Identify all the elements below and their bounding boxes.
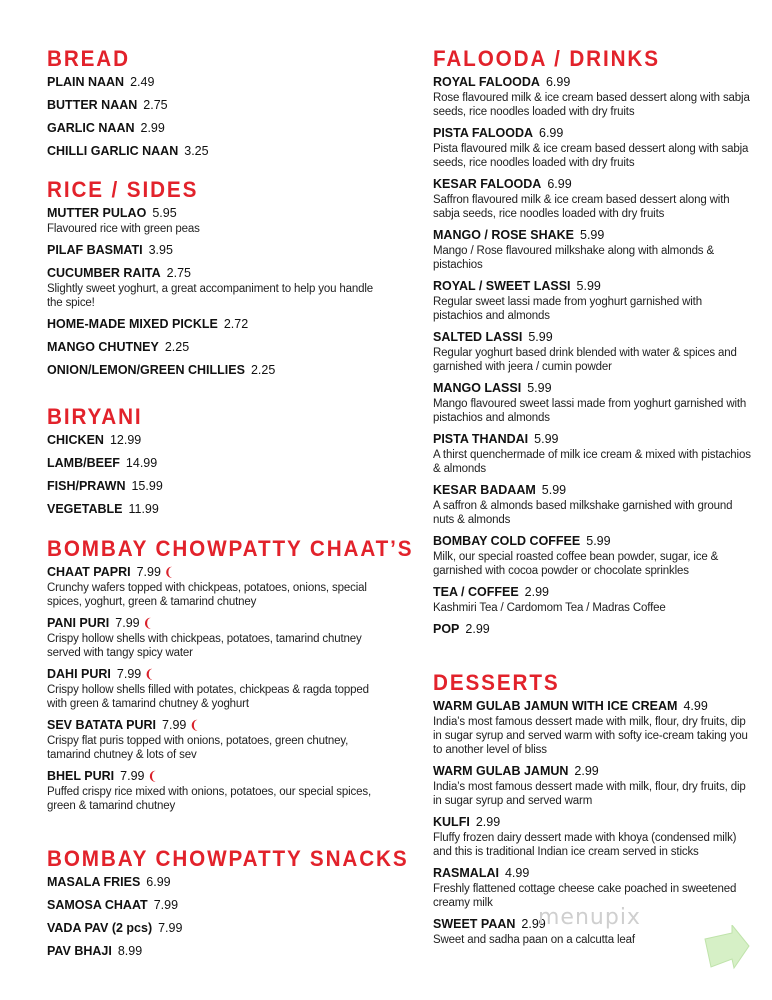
item-price: 6.99 [146,875,171,889]
item-price: 11.99 [128,502,159,516]
item-price: 2.25 [164,340,190,354]
section-title: FALOODA / DRINKS [433,46,660,71]
menu-item [433,329,753,374]
menu-item [47,339,387,356]
item-description: A saffron & almonds based milkshake garnished with ground nuts & almonds [433,500,733,526]
item-name: DAHI PURI [47,667,111,681]
section-rice-sides [47,178,387,385]
menu-item [47,666,387,711]
item-description: Crispy hollow shells filled with potates, chickpeas & ragda topped with green & tamarind chutney & yoghurt [47,684,369,710]
item-price: 2.49 [130,75,155,89]
menu-item [433,814,753,859]
menupix-watermark: menupix [538,905,641,930]
item-description: Kashmiri Tea / Cardomom Tea / Madras Coffee [433,602,666,614]
item-name: CHICKEN [47,433,104,447]
item-price: 5.95 [152,206,177,220]
item-description: Slightly sweet yoghurt, a great accompaniment to help you handle the spice! [47,283,374,309]
section-title: BOMBAY CHOWPATTY SNACKS [47,846,409,871]
item-price: 6.99 [545,75,571,89]
section-title: BIRYANI [47,404,143,429]
menu-item [433,584,753,615]
item-price: 5.99 [534,432,559,446]
item-description: Crunchy wafers topped with chickpeas, potatoes, onions, special spices, yoghurt, green & tamarind chutney [47,582,367,608]
item-price: 4.99 [504,866,530,880]
menu-item [433,227,753,272]
item-description: Freshly flattened cottage cheese cake poached in sweetened creamy milk [433,883,737,909]
item-name: MUTTER PULAO [47,206,147,220]
menu-item [47,615,387,660]
item-name: PILAF BASMATI [47,243,143,257]
chili-pepper-icon: ❨ [142,616,153,630]
item-name: PLAIN NAAN [47,75,125,89]
item-name: ROYAL / SWEET LASSI [433,279,571,293]
item-description: Flavoured rice with green peas [47,223,200,235]
menu-item [47,143,387,160]
item-name: SAMOSA CHAAT [47,898,148,912]
item-price: 6.99 [547,177,572,191]
item-name: HOME-MADE MIXED PICKLE [47,317,218,331]
menu-item [433,125,753,170]
menu-item [433,621,753,638]
item-description: A thirst quenchermade of milk ice cream & mixed with pistachios & almonds [433,449,751,475]
item-description: India’s most famous dessert made with milk, flour, dry fruits, dip in sugar syrup and served warm [433,781,746,807]
item-name: SEV BATATA PURI [47,718,157,732]
menu-item [433,278,753,323]
item-name: MANGO / ROSE SHAKE [433,228,574,242]
item-price: 7.99 [136,565,161,579]
item-name: PISTA THANDAI [433,432,529,446]
item-price: 2.99 [475,815,501,829]
item-price: 4.99 [683,699,708,713]
item-name: LAMB/BEEF [47,456,120,470]
item-name: RASMALAI [433,866,499,880]
menu-item [47,564,387,609]
item-price: 2.99 [574,764,599,778]
item-description: Pista flavoured milk & ice cream based dessert along with sabja seeds, rice noodles loaded with dry fruits [433,143,749,169]
item-description: Puffed crispy rice mixed with onions, potatoes, our special spices, green & tamarind chutney [47,786,372,812]
item-description: Saffron flavoured milk & ice cream based dessert along with sabja seeds, rice noodles loaded with dry fruits [433,194,730,220]
item-description: Sweet and sadha paan on a calcutta leaf [433,934,635,946]
menu-item [47,97,387,114]
item-price: 2.75 [143,98,168,112]
chili-pepper-icon: ❨ [163,565,174,579]
menu-item [47,362,387,379]
menu-item [433,865,753,910]
item-name: GARLIC NAAN [47,121,135,135]
menupix-logo-icon [702,925,752,970]
item-name: PANI PURI [47,616,110,630]
section-falooda-drinks [433,47,753,644]
item-price: 2.99 [524,585,549,599]
item-description: Crispy hollow shells with chickpeas, potatoes, tamarind chutney served with tangy spicy water [47,633,362,659]
menu-item [47,455,387,472]
menu-item [47,120,387,137]
menu-item [47,717,387,762]
item-price: 5.99 [576,279,601,293]
menu-item [47,242,387,259]
item-description: Rose flavoured milk & ice cream based dessert along with sabja seeds, rice noodles loaded with dry fruits [433,92,750,118]
section-title: DESSERTS [433,670,560,695]
item-name: BHEL PURI [47,769,115,783]
item-price: 2.99 [140,121,165,135]
section-bread [47,47,387,166]
menu-item [433,698,753,757]
item-description: Fluffy frozen dairy dessert made with khoya (condensed milk) and this is traditional Indian ice cream served in sticks [433,832,737,858]
item-price: 5.99 [541,483,567,497]
menu-item [47,265,387,310]
item-name: SWEET PAAN [433,917,516,931]
item-name: KULFI [433,815,470,829]
menu-item [433,176,753,221]
item-name: BOMBAY COLD COFFEE [433,534,581,548]
item-name: ROYAL FALOODA [433,75,540,89]
menu-item [47,478,387,495]
item-price: 2.99 [465,622,490,636]
item-price: 7.99 [162,718,187,732]
item-name: CHILLI GARLIC NAAN [47,144,179,158]
item-name: FISH/PRAWN [47,479,126,493]
section-biryani [47,405,387,524]
menu-item [433,431,753,476]
item-price: 7.99 [116,667,142,681]
menu-item [47,501,387,518]
item-description: Mango flavoured sweet lassi made from yoghurt garnished with pistachios and almonds [433,398,747,424]
item-description: Milk, our special roasted coffee bean powder, sugar, ice & garnished with cocoa powder or chocolate sprinkles [433,551,719,577]
section-title: RICE / SIDES [47,177,199,202]
item-name: CHAAT PAPRI [47,565,131,579]
chili-pepper-icon: ❨ [189,718,200,732]
menu-item [47,943,387,960]
menu-item [433,763,753,808]
item-description: Regular sweet lassi made from yoghurt garnished with pistachios and almonds [433,296,702,322]
item-price: 15.99 [131,479,163,493]
item-price: 7.99 [120,769,145,783]
item-description: Crispy flat puris topped with onions, potatoes, green chutney, tamarind chutney & lots of sev [47,735,349,761]
item-name: CUCUMBER RAITA [47,266,161,280]
item-price: 12.99 [109,433,142,447]
menu-item [47,432,387,449]
item-name: POP [433,622,460,636]
item-name: BUTTER NAAN [47,98,138,112]
item-name: PISTA FALOODA [433,126,533,140]
menu-item [47,768,387,813]
chili-pepper-icon: ❨ [144,667,155,681]
item-price: 2.75 [166,266,191,280]
menu-item [47,74,387,91]
item-price: 3.25 [184,144,209,158]
item-price: 6.99 [539,126,564,140]
item-price: 3.95 [148,243,173,257]
item-name: SALTED LASSI [433,330,523,344]
menu-item [433,482,753,527]
item-name: ONION/LEMON/GREEN CHILLIES [47,363,245,377]
item-name: MANGO CHUTNEY [47,340,159,354]
item-price: 2.25 [250,363,276,377]
menu-item [47,205,387,236]
menu-item [47,874,387,891]
menu-item [47,897,387,914]
item-price: 2.72 [223,317,249,331]
menu-item [47,316,387,333]
item-price: 2.99 [521,917,546,931]
item-price: 5.99 [528,330,553,344]
menu-item [433,380,753,425]
section-chaat [47,536,414,819]
item-name: WARM GULAB JAMUN WITH ICE CREAM [433,699,678,713]
item-price: 5.99 [586,534,611,548]
section-title: BREAD [47,46,130,71]
item-name: KESAR BADAAM [433,483,536,497]
item-name: KESAR FALOODA [433,177,542,191]
item-name: TEA / COFFEE [433,585,519,599]
item-name: MASALA FRIES [47,875,141,889]
item-price: 14.99 [125,456,158,470]
item-name: PAV BHAJI [47,944,112,958]
item-price: 8.99 [117,944,143,958]
section-title: BOMBAY CHOWPATTY CHAAT’S [47,536,414,561]
item-price: 5.99 [580,228,605,242]
item-description: India’s most famous dessert made with milk, flour, dry fruits, dip in sugar syrup and served warm with softy ice-cream taking you to another level of bliss [433,716,748,756]
item-name: WARM GULAB JAMUN [433,764,569,778]
item-price: 5.99 [527,381,552,395]
item-price: 7.99 [115,616,140,630]
item-name: VEGETABLE [47,502,123,516]
item-name: VADA PAV (2 pcs) [47,921,153,935]
item-name: MANGO LASSI [433,381,522,395]
menu-item [433,533,753,578]
item-description: Regular yoghurt based drink blended with water & spices and garnished with jeera / cumin powder [433,347,737,373]
chili-pepper-icon: ❨ [147,769,158,783]
item-price: 7.99 [158,921,183,935]
menu-item [433,74,753,119]
menu-item [47,920,387,937]
item-description: Mango / Rose flavoured milkshake along with almonds & pistachios [433,245,714,271]
section-snacks [47,846,409,966]
item-price: 7.99 [153,898,179,912]
